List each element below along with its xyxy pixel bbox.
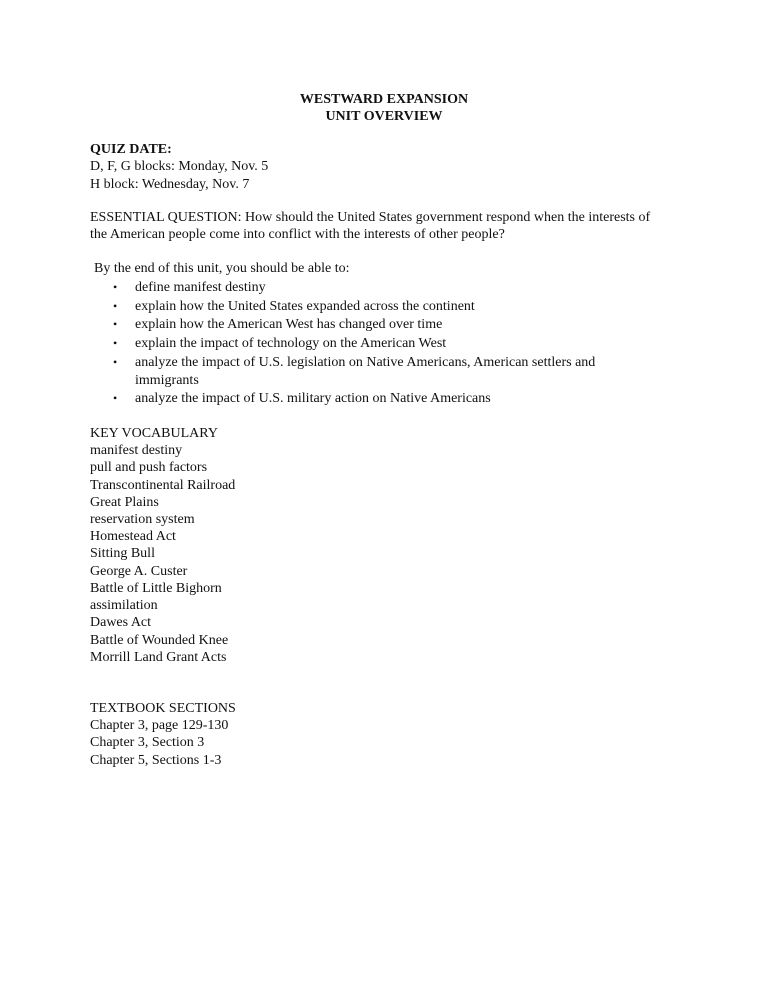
vocabulary-term: Battle of Wounded Knee	[90, 632, 229, 648]
outcomes-intro: By the end of this unit, you should be able to:	[94, 261, 350, 277]
outcome-item: • explain how the American West has changed over time	[113, 317, 443, 333]
vocabulary-term: Dawes Act	[90, 615, 152, 631]
vocabulary-term: George A. Custer	[90, 563, 188, 579]
learning-outcomes	[90, 260, 690, 407]
vocabulary-heading: KEY VOCABULARY	[90, 426, 218, 442]
vocabulary-term: Homestead Act	[90, 529, 176, 545]
vocabulary-term: pull and push factors	[90, 460, 208, 476]
quiz-date-line-1: D, F, G blocks: Monday, Nov. 5	[90, 159, 269, 175]
vocabulary-term: Battle of Little Bighorn	[90, 580, 222, 596]
bullet-icon: •	[113, 391, 118, 406]
bullet-icon: •	[113, 354, 118, 369]
outcome-item: • explain how the United States expanded across the continent	[113, 298, 475, 314]
bullet-icon: •	[113, 317, 118, 332]
vocabulary-term: manifest destiny	[90, 443, 183, 459]
outcome-item: • explain the impact of technology on the American West	[113, 336, 447, 352]
vocabulary-term: Sitting Bull	[90, 546, 155, 562]
quiz-date-line-2: H block: Wednesday, Nov. 7	[90, 176, 250, 192]
textbook-section: Chapter 3, page 129-130	[90, 718, 229, 734]
document-title	[90, 91, 678, 125]
bullet-icon: •	[113, 336, 118, 351]
vocabulary-term: assimilation	[90, 598, 158, 614]
vocabulary-term: Morrill Land Grant Acts	[90, 649, 227, 665]
title-line-2: UNIT OVERVIEW	[325, 109, 443, 124]
bullet-icon: •	[113, 279, 118, 294]
key-vocabulary-section	[90, 425, 690, 666]
vocabulary-term: Transcontinental Railroad	[90, 477, 236, 493]
vocabulary-term: Great Plains	[90, 494, 159, 510]
outcomes-list	[90, 279, 690, 408]
quiz-date-heading: QUIZ DATE:	[90, 142, 172, 157]
bullet-icon: •	[113, 298, 118, 313]
outcome-item: • analyze the impact of U.S. legislation on Native Americans, American settlers and immigrants	[113, 354, 596, 388]
title-line-1: WESTWARD EXPANSION	[299, 92, 469, 107]
outcome-item: • define manifest destiny	[113, 279, 266, 295]
textbook-heading: TEXTBOOK SECTIONS	[90, 700, 236, 716]
document-body	[90, 91, 690, 769]
vocabulary-term: reservation system	[90, 512, 195, 528]
essential-question: ESSENTIAL QUESTION: How should the United States government respond when the interests of the American people come into conflict with the interests of other people?	[90, 209, 651, 243]
outcome-item: • analyze the impact of U.S. military action on Native Americans	[113, 391, 491, 407]
quiz-date-section	[90, 141, 690, 193]
textbook-section: Chapter 3, Section 3	[90, 735, 205, 751]
textbook-sections	[90, 700, 690, 769]
textbook-section: Chapter 5, Sections 1-3	[90, 752, 222, 768]
